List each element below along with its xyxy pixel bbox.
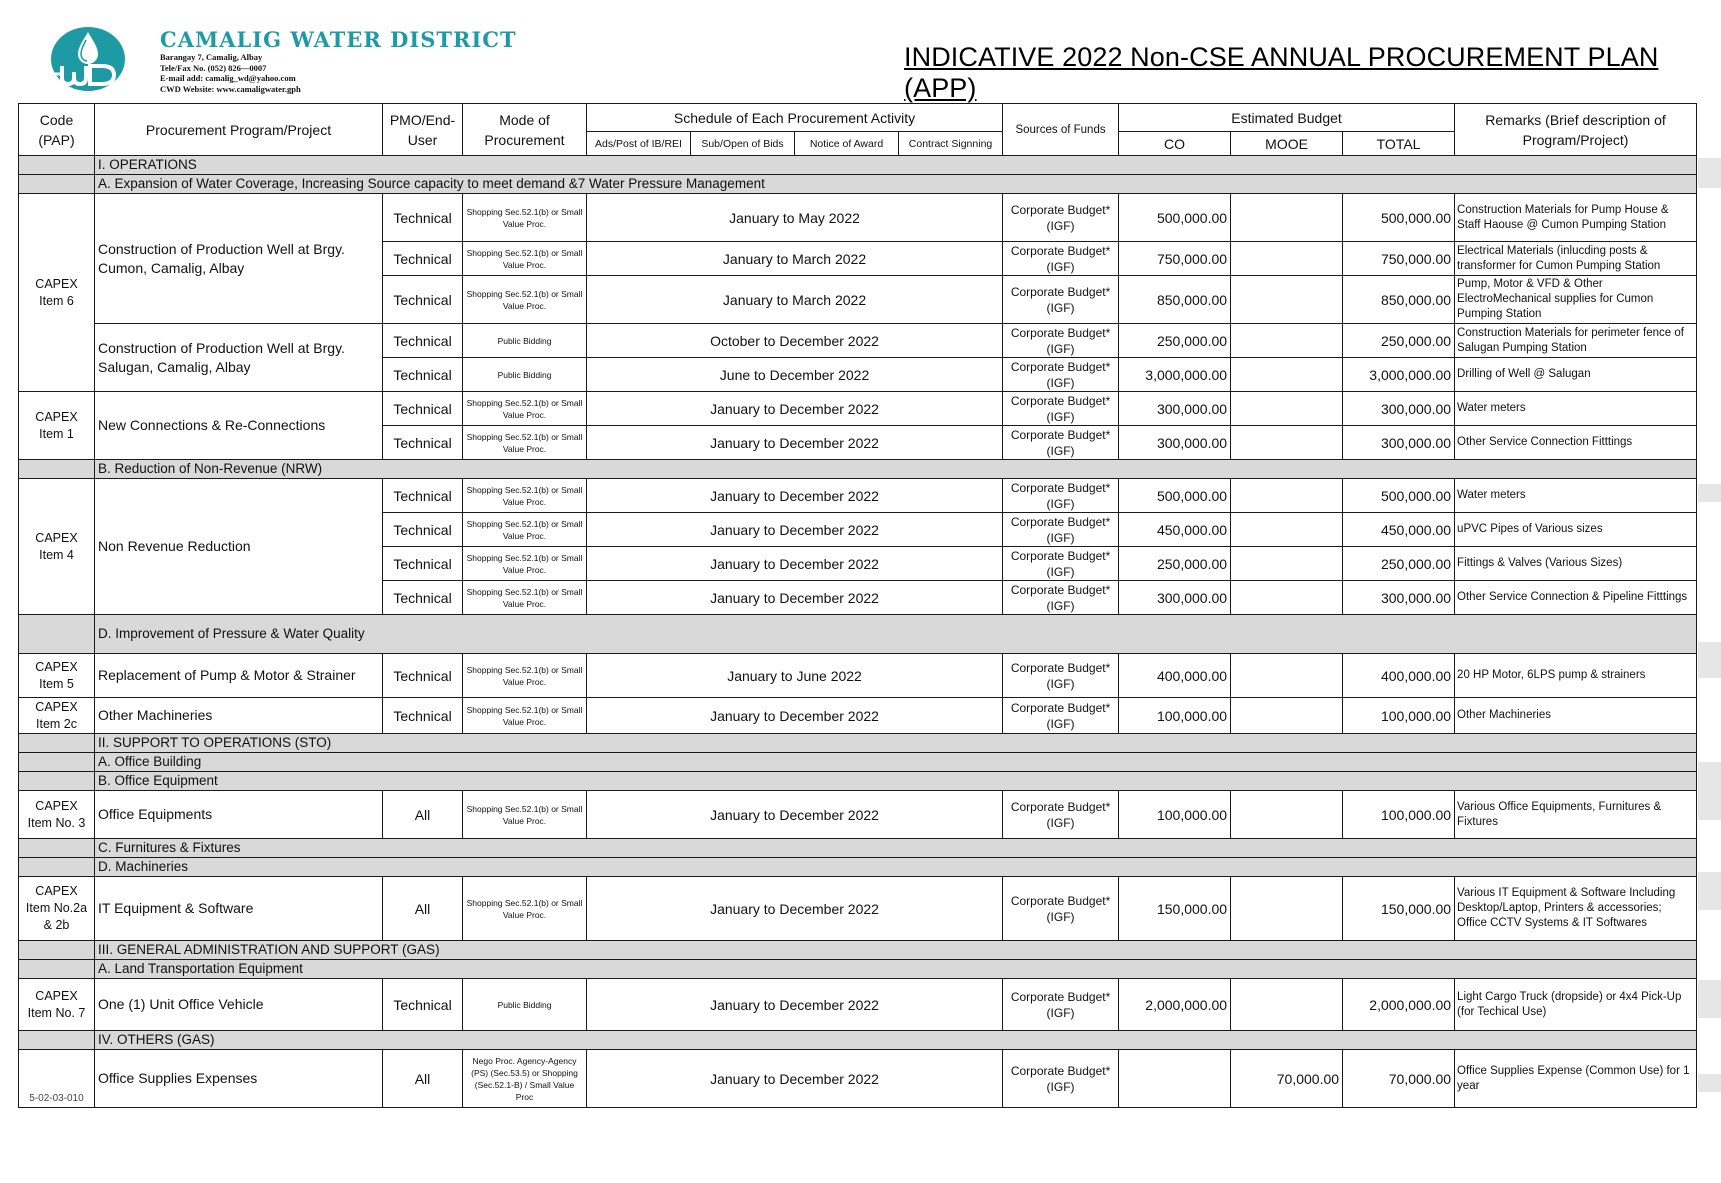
schedule-cell: January to December 2022 bbox=[587, 877, 1003, 941]
mode-cell: Shopping Sec.52.1(b) or Small Value Proc. bbox=[463, 877, 587, 941]
co-cell: 3,000,000.00 bbox=[1119, 358, 1231, 392]
co-cell bbox=[1119, 1050, 1231, 1108]
co-cell: 300,000.00 bbox=[1119, 392, 1231, 426]
end-user-cell: Technical bbox=[383, 276, 463, 324]
end-user-cell: Technical bbox=[383, 698, 463, 734]
remarks-cell: Light Cargo Truck (dropside) or 4x4 Pick-Up (for Techical Use) bbox=[1455, 979, 1697, 1031]
section-row bbox=[19, 839, 1697, 858]
end-user-cell: Technical bbox=[383, 547, 463, 581]
code-cell: CAPEX Item 4 bbox=[19, 479, 95, 615]
schedule-cell: January to December 2022 bbox=[587, 979, 1003, 1031]
mooe-cell bbox=[1231, 698, 1343, 734]
source-cell: Corporate Budget*(IGF) bbox=[1003, 698, 1119, 734]
mooe-cell bbox=[1231, 194, 1343, 242]
header-program: Procurement Program/Project bbox=[95, 104, 383, 156]
schedule-cell: January to December 2022 bbox=[587, 581, 1003, 615]
mooe-cell bbox=[1231, 392, 1343, 426]
code-cell: CAPEX Item No.2a & 2b bbox=[19, 877, 95, 941]
header-schedule: Schedule of Each Procurement Activity bbox=[587, 104, 1003, 132]
organization-telfax: Tele/Fax No. (052) 826—0007 bbox=[160, 62, 267, 73]
mooe-cell bbox=[1231, 276, 1343, 324]
code-cell: CAPEX Item 6 bbox=[19, 194, 95, 392]
mode-cell: Public Bidding bbox=[463, 979, 587, 1031]
table-row bbox=[19, 392, 1697, 426]
column-stub bbox=[1698, 762, 1721, 820]
remarks-cell: Other Service Connection Fitttings bbox=[1455, 426, 1697, 460]
schedule-cell: January to December 2022 bbox=[587, 392, 1003, 426]
total-cell: 300,000.00 bbox=[1343, 392, 1455, 426]
mooe-cell bbox=[1231, 513, 1343, 547]
schedule-cell: January to December 2022 bbox=[587, 513, 1003, 547]
table-row bbox=[19, 979, 1697, 1031]
remarks-cell: 20 HP Motor, 6LPS pump & strainers bbox=[1455, 654, 1697, 698]
program-cell: Replacement of Pump & Motor & Strainer bbox=[95, 654, 383, 698]
column-stub bbox=[1698, 1074, 1721, 1092]
total-cell: 300,000.00 bbox=[1343, 581, 1455, 615]
mode-cell: Shopping Sec.52.1(b) or Small Value Proc. bbox=[463, 581, 587, 615]
section-row bbox=[19, 1031, 1697, 1050]
mode-cell: Nego Proc. Agency-Agency (PS) (Sec.53.5) or Shopping (Sec.52.1-B) / Small Value Proc bbox=[463, 1050, 587, 1108]
end-user-cell: Technical bbox=[383, 392, 463, 426]
remarks-cell: Various Office Equipments, Furnitures & Fixtures bbox=[1455, 791, 1697, 839]
total-cell: 100,000.00 bbox=[1343, 791, 1455, 839]
total-cell: 500,000.00 bbox=[1343, 479, 1455, 513]
co-cell: 450,000.00 bbox=[1119, 513, 1231, 547]
total-cell: 150,000.00 bbox=[1343, 877, 1455, 941]
end-user-cell: Technical bbox=[383, 194, 463, 242]
mode-cell: Shopping Sec.52.1(b) or Small Value Proc. bbox=[463, 276, 587, 324]
remarks-cell: Construction Materials for Pump House & Staff Haouse @ Cumon Pumping Station bbox=[1455, 194, 1697, 242]
mooe-cell bbox=[1231, 877, 1343, 941]
end-user-cell: Technical bbox=[383, 513, 463, 547]
total-cell: 850,000.00 bbox=[1343, 276, 1455, 324]
header-budget: Estimated Budget bbox=[1119, 104, 1455, 132]
code-cell: 5-02-03-010 bbox=[19, 1050, 95, 1108]
program-cell: Construction of Production Well at Brgy. Salugan, Camalig, Albay bbox=[95, 324, 383, 392]
source-cell: Corporate Budget*(IGF) bbox=[1003, 242, 1119, 276]
section-title: A. Expansion of Water Coverage, Increasing Source capacity to meet demand &7 Water Pressure Management bbox=[95, 175, 1697, 194]
source-cell: Corporate Budget*(IGF) bbox=[1003, 479, 1119, 513]
co-cell: 250,000.00 bbox=[1119, 547, 1231, 581]
mode-cell: Public Bidding bbox=[463, 324, 587, 358]
source-cell: Corporate Budget*(IGF) bbox=[1003, 547, 1119, 581]
mooe-cell bbox=[1231, 581, 1343, 615]
column-stub bbox=[1698, 484, 1721, 502]
section-title: A. Land Transportation Equipment bbox=[95, 960, 1697, 979]
schedule-cell: January to December 2022 bbox=[587, 479, 1003, 513]
organization-email: E-mail add: camalig_wd@yahoo.com bbox=[160, 73, 296, 83]
remarks-cell: Pump, Motor & VFD & Other ElectroMechanical supplies for Cumon Pumping Station bbox=[1455, 276, 1697, 324]
source-cell: Corporate Budget*(IGF) bbox=[1003, 877, 1119, 941]
total-cell: 250,000.00 bbox=[1343, 547, 1455, 581]
schedule-cell: January to December 2022 bbox=[587, 547, 1003, 581]
co-cell: 100,000.00 bbox=[1119, 791, 1231, 839]
co-cell: 300,000.00 bbox=[1119, 581, 1231, 615]
source-cell: Corporate Budget*(IGF) bbox=[1003, 194, 1119, 242]
program-cell: Construction of Production Well at Brgy. Cumon, Camalig, Albay bbox=[95, 194, 383, 324]
total-cell: 300,000.00 bbox=[1343, 426, 1455, 460]
mooe-cell: 70,000.00 bbox=[1231, 1050, 1343, 1108]
total-cell: 500,000.00 bbox=[1343, 194, 1455, 242]
end-user-cell: Technical bbox=[383, 581, 463, 615]
remarks-cell: Office Supplies Expense (Common Use) for 1 year bbox=[1455, 1050, 1697, 1108]
program-cell: Office Supplies Expenses bbox=[95, 1050, 383, 1108]
code-cell: CAPEX Item No. 7 bbox=[19, 979, 95, 1031]
co-cell: 500,000.00 bbox=[1119, 194, 1231, 242]
section-title: C. Furnitures & Fixtures bbox=[95, 839, 1697, 858]
section-title: III. GENERAL ADMINISTRATION AND SUPPORT (GAS) bbox=[95, 941, 1697, 960]
schedule-cell: June to December 2022 bbox=[587, 358, 1003, 392]
remarks-cell: Other Service Connection & Pipeline Fitttings bbox=[1455, 581, 1697, 615]
total-cell: 450,000.00 bbox=[1343, 513, 1455, 547]
total-cell: 3,000,000.00 bbox=[1343, 358, 1455, 392]
mode-cell: Shopping Sec.52.1(b) or Small Value Proc. bbox=[463, 426, 587, 460]
mooe-cell bbox=[1231, 426, 1343, 460]
column-stub bbox=[1698, 642, 1721, 678]
mode-cell: Shopping Sec.52.1(b) or Small Value Proc. bbox=[463, 698, 587, 734]
code-cell: CAPEX Item 2c bbox=[19, 698, 95, 734]
mooe-cell bbox=[1231, 654, 1343, 698]
section-row bbox=[19, 734, 1697, 753]
header-row bbox=[19, 104, 1697, 132]
table-row bbox=[19, 877, 1697, 941]
mooe-cell bbox=[1231, 791, 1343, 839]
mode-cell: Shopping Sec.52.1(b) or Small Value Proc. bbox=[463, 194, 587, 242]
header-co: CO bbox=[1119, 132, 1231, 156]
organization-block bbox=[160, 28, 517, 94]
document-title: INDICATIVE 2022 Non-CSE ANNUAL PROCUREMENT PLAN (APP) bbox=[904, 42, 1659, 103]
mooe-cell bbox=[1231, 242, 1343, 276]
co-cell: 500,000.00 bbox=[1119, 479, 1231, 513]
mooe-cell bbox=[1231, 324, 1343, 358]
section-title: A. Office Building bbox=[95, 753, 1697, 772]
section-title: B. Reduction of Non-Revenue (NRW) bbox=[95, 460, 1697, 479]
header-sub-open: Sub/Open of Bids bbox=[691, 132, 795, 156]
header-mode: Mode of Procurement bbox=[463, 104, 587, 156]
procurement-plan-sheet bbox=[18, 103, 1697, 1108]
organization-address: Barangay 7, Camalig, Albay bbox=[160, 52, 263, 62]
organization-name: CAMALIG WATER DISTRICT bbox=[160, 27, 517, 52]
mode-cell: Shopping Sec.52.1(b) or Small Value Proc. bbox=[463, 392, 587, 426]
end-user-cell: Technical bbox=[383, 979, 463, 1031]
co-cell: 100,000.00 bbox=[1119, 698, 1231, 734]
co-cell: 2,000,000.00 bbox=[1119, 979, 1231, 1031]
table-row bbox=[19, 324, 1697, 358]
mode-cell: Shopping Sec.52.1(b) or Small Value Proc. bbox=[463, 654, 587, 698]
table-row bbox=[19, 194, 1697, 242]
end-user-cell: Technical bbox=[383, 426, 463, 460]
program-cell: Office Equipments bbox=[95, 791, 383, 839]
source-cell: Corporate Budget*(IGF) bbox=[1003, 324, 1119, 358]
section-title: I. OPERATIONS bbox=[95, 156, 1697, 175]
end-user-cell: All bbox=[383, 791, 463, 839]
section-title: II. SUPPORT TO OPERATIONS (STO) bbox=[95, 734, 1697, 753]
total-cell: 2,000,000.00 bbox=[1343, 979, 1455, 1031]
total-cell: 250,000.00 bbox=[1343, 324, 1455, 358]
section-title: B. Office Equipment bbox=[95, 772, 1697, 791]
mooe-cell bbox=[1231, 547, 1343, 581]
section-row bbox=[19, 175, 1697, 194]
source-cell: Corporate Budget*(IGF) bbox=[1003, 979, 1119, 1031]
section-row bbox=[19, 753, 1697, 772]
source-cell: Corporate Budget*(IGF) bbox=[1003, 1050, 1119, 1108]
mooe-cell bbox=[1231, 479, 1343, 513]
schedule-cell: January to December 2022 bbox=[587, 1050, 1003, 1108]
remarks-cell: Drilling of Well @ Salugan bbox=[1455, 358, 1697, 392]
program-cell: Non Revenue Reduction bbox=[95, 479, 383, 615]
schedule-cell: January to December 2022 bbox=[587, 698, 1003, 734]
remarks-cell: Electrical Materials (inlucding posts & transformer for Cumon Pumping Station bbox=[1455, 242, 1697, 276]
total-cell: 400,000.00 bbox=[1343, 654, 1455, 698]
schedule-cell: January to March 2022 bbox=[587, 242, 1003, 276]
end-user-cell: Technical bbox=[383, 479, 463, 513]
section-title: D. Machineries bbox=[95, 858, 1697, 877]
table-row bbox=[19, 791, 1697, 839]
end-user-cell: All bbox=[383, 1050, 463, 1108]
header-notice: Notice of Award bbox=[795, 132, 899, 156]
header-remarks: Remarks (Brief description of Program/Project) bbox=[1455, 104, 1697, 156]
organization-website: CWD Website: www.camaligwater.gph bbox=[160, 83, 301, 94]
remarks-cell: Construction Materials for perimeter fence of Salugan Pumping Station bbox=[1455, 324, 1697, 358]
header-contract: Contract Signning bbox=[899, 132, 1003, 156]
co-cell: 250,000.00 bbox=[1119, 324, 1231, 358]
program-cell: New Connections & Re-Connections bbox=[95, 392, 383, 460]
section-row bbox=[19, 460, 1697, 479]
procurement-table bbox=[18, 103, 1697, 1108]
source-cell: Corporate Budget*(IGF) bbox=[1003, 358, 1119, 392]
mode-cell: Shopping Sec.52.1(b) or Small Value Proc. bbox=[463, 479, 587, 513]
column-stub bbox=[1698, 980, 1721, 1018]
total-cell: 70,000.00 bbox=[1343, 1050, 1455, 1108]
program-cell: IT Equipment & Software bbox=[95, 877, 383, 941]
table-row bbox=[19, 479, 1697, 513]
document-header bbox=[0, 0, 1721, 103]
mode-cell: Shopping Sec.52.1(b) or Small Value Proc. bbox=[463, 513, 587, 547]
code-cell: CAPEX Item No. 3 bbox=[19, 791, 95, 839]
mode-cell: Shopping Sec.52.1(b) or Small Value Proc. bbox=[463, 547, 587, 581]
mode-cell: Shopping Sec.52.1(b) or Small Value Proc. bbox=[463, 242, 587, 276]
section-row bbox=[19, 615, 1697, 654]
mooe-cell bbox=[1231, 358, 1343, 392]
remarks-cell: Other Machineries bbox=[1455, 698, 1697, 734]
end-user-cell: Technical bbox=[383, 324, 463, 358]
header-total: TOTAL bbox=[1343, 132, 1455, 156]
source-cell: Corporate Budget*(IGF) bbox=[1003, 581, 1119, 615]
section-row bbox=[19, 941, 1697, 960]
section-row bbox=[19, 156, 1697, 175]
co-cell: 150,000.00 bbox=[1119, 877, 1231, 941]
source-cell: Corporate Budget*(IGF) bbox=[1003, 513, 1119, 547]
source-cell: Corporate Budget*(IGF) bbox=[1003, 276, 1119, 324]
schedule-cell: January to June 2022 bbox=[587, 654, 1003, 698]
program-cell: One (1) Unit Office Vehicle bbox=[95, 979, 383, 1031]
table-row bbox=[19, 1050, 1697, 1108]
remarks-cell: Fittings & Valves (Various Sizes) bbox=[1455, 547, 1697, 581]
schedule-cell: January to May 2022 bbox=[587, 194, 1003, 242]
section-title: IV. OTHERS (GAS) bbox=[95, 1031, 1697, 1050]
source-cell: Corporate Budget*(IGF) bbox=[1003, 791, 1119, 839]
section-row bbox=[19, 960, 1697, 979]
mode-cell: Shopping Sec.52.1(b) or Small Value Proc. bbox=[463, 791, 587, 839]
co-cell: 750,000.00 bbox=[1119, 242, 1231, 276]
section-row bbox=[19, 858, 1697, 877]
total-cell: 100,000.00 bbox=[1343, 698, 1455, 734]
section-row bbox=[19, 772, 1697, 791]
co-cell: 850,000.00 bbox=[1119, 276, 1231, 324]
code-cell: CAPEX Item 5 bbox=[19, 654, 95, 698]
header-ads: Ads/Post of IB/REI bbox=[587, 132, 691, 156]
co-cell: 400,000.00 bbox=[1119, 654, 1231, 698]
program-cell: Other Machineries bbox=[95, 698, 383, 734]
water-drop-logo-icon bbox=[50, 26, 126, 92]
remarks-cell: Water meters bbox=[1455, 479, 1697, 513]
column-stub bbox=[1698, 158, 1721, 188]
end-user-cell: Technical bbox=[383, 358, 463, 392]
mooe-cell bbox=[1231, 979, 1343, 1031]
schedule-cell: January to March 2022 bbox=[587, 276, 1003, 324]
header-pmo: PMO/End-User bbox=[383, 104, 463, 156]
header-mooe: MOOE bbox=[1231, 132, 1343, 156]
co-cell: 300,000.00 bbox=[1119, 426, 1231, 460]
end-user-cell: Technical bbox=[383, 654, 463, 698]
source-cell: Corporate Budget*(IGF) bbox=[1003, 654, 1119, 698]
mode-cell: Public Bidding bbox=[463, 358, 587, 392]
schedule-cell: January to December 2022 bbox=[587, 426, 1003, 460]
header-sources: Sources of Funds bbox=[1003, 104, 1119, 156]
column-stub bbox=[1698, 872, 1721, 910]
remarks-cell: Various IT Equipment & Software Including Desktop/Laptop, Printers & accessories; Office CCTV Systems & IT Softwares bbox=[1455, 877, 1697, 941]
schedule-cell: October to December 2022 bbox=[587, 324, 1003, 358]
total-cell: 750,000.00 bbox=[1343, 242, 1455, 276]
remarks-cell: uPVC Pipes of Various sizes bbox=[1455, 513, 1697, 547]
section-title: D. Improvement of Pressure & Water Quality bbox=[95, 615, 1697, 654]
table-row bbox=[19, 654, 1697, 698]
table-row bbox=[19, 698, 1697, 734]
header-code: Code (PAP) bbox=[19, 104, 95, 156]
end-user-cell: Technical bbox=[383, 242, 463, 276]
remarks-cell: Water meters bbox=[1455, 392, 1697, 426]
source-cell: Corporate Budget*(IGF) bbox=[1003, 426, 1119, 460]
source-cell: Corporate Budget*(IGF) bbox=[1003, 392, 1119, 426]
end-user-cell: All bbox=[383, 877, 463, 941]
schedule-cell: January to December 2022 bbox=[587, 791, 1003, 839]
code-cell: CAPEX Item 1 bbox=[19, 392, 95, 460]
